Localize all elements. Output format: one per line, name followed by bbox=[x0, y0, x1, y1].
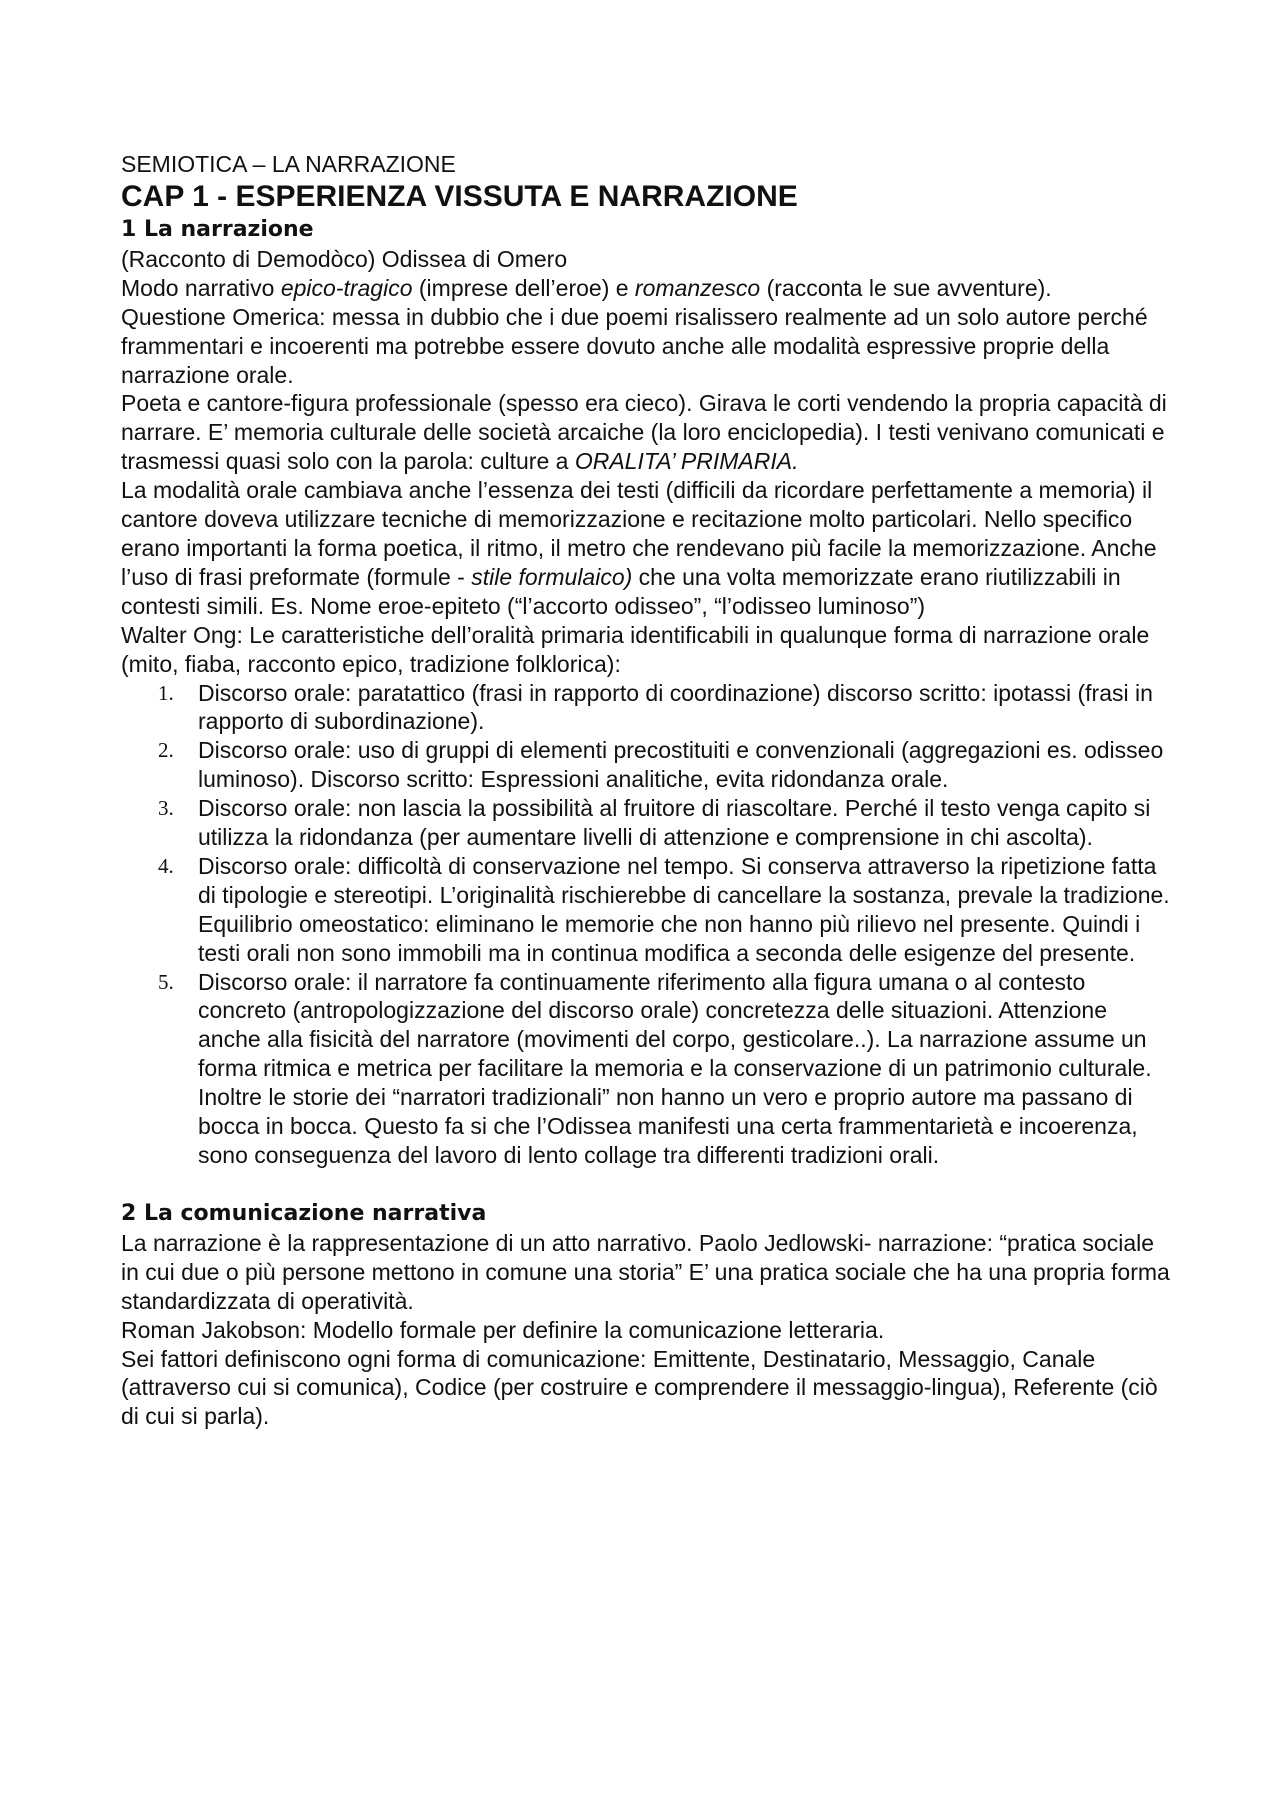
list-item: 1. Discorso orale: paratattico (frasi in rapporto di coordinazione) discorso scritto: ipotassi (frasi in rapporto di subordinazione). bbox=[158, 679, 1153, 735]
document-page bbox=[121, 150, 1171, 1431]
numbered-list bbox=[121, 679, 1171, 1084]
paragraph: Questione Omerica: messa in dubbio che i due poemi risalissero realmente ad un solo autore perché frammentari e incoerenti ma potrebbe essere dovuto anche alle modalità espressive proprie della narrazione orale. bbox=[121, 303, 1148, 388]
section-heading-1: 1 La narrazione bbox=[121, 216, 314, 242]
document-label: SEMIOTICA – LA NARRAZIONE bbox=[121, 151, 456, 177]
paragraph: La narrazione è la rappresentazione di un atto narrativo. Paolo Jedlowski- narrazione: “pratica sociale in cui due o più persone mettono in comune una storia” E’ una pratica sociale che ha una propria forma standardizzata di operatività. bbox=[121, 1229, 1170, 1314]
paragraph: (Racconto di Demodòco) Odissea di Omero bbox=[121, 245, 568, 272]
paragraph: Walter Ong: Le caratteristiche dell’oralità primaria identificabili in qualunque forma di narrazione orale (mito, fiaba, racconto epico, tradizione folklorica): bbox=[121, 621, 1150, 677]
list-item: 3. Discorso orale: non lascia la possibilità al fruitore di riascoltare. Perché il testo venga capito si utilizza la ridondanza (per aumentare livelli di attenzione e comprensione in chi ascolta). bbox=[158, 795, 1151, 851]
section-heading-2: 2 La comunicazione narrativa bbox=[121, 1200, 487, 1226]
indented-paragraph: Inoltre le storie dei “narratori tradizionali” non hanno un vero e proprio autore ma passano di bocca in bocca. Questo fa si che l’Odissea manifesti una certa frammentarietà e incoerenza, sono conseguenza del lavoro di lento collage tra differenti tradizioni orali. bbox=[198, 1084, 1138, 1168]
paragraph: Modo narrativo epico-tragico (imprese dell’eroe) e romanzesco (racconta le sue avventure). bbox=[121, 274, 1052, 301]
paragraph: Roman Jakobson: Modello formale per definire la comunicazione letteraria. bbox=[121, 1316, 885, 1343]
chapter-title: CAP 1 - ESPERIENZA VISSUTA E NARRAZIONE bbox=[121, 179, 798, 213]
list-item: 2. Discorso orale: uso di gruppi di elementi precostituiti e convenzionali (aggregazioni es. odisseo luminoso). Discorso scritto: Espressioni analitiche, evita ridondanza orale. bbox=[158, 737, 1164, 793]
paragraph: Sei fattori definiscono ogni forma di comunicazione: Emittente, Destinatario, Messaggio, Canale (attraverso cui si comunica), Codice (per costruire e comprendere il messaggio-lingua), Referente (ciò di cui si parla). bbox=[121, 1345, 1158, 1430]
paragraph: Poeta e cantore-figura professionale (spesso era cieco). Girava le corti vendendo la propria capacità di narrare. E’ memoria culturale delle società arcaiche (la loro enciclopedia). I testi venivano comunicati e trasmessi quasi solo con la parola: culture a ORALITA’ PRIMARIA. bbox=[121, 390, 1167, 475]
list-item: 5. Discorso orale: il narratore fa continuamente riferimento alla figura umana o al contesto concreto (antropologizzazione del discorso orale) concretezza delle situazioni. Attenzione anche alla fisicità del narratore (movimenti del corpo, gesticolare..). La narrazione assume un forma ritmica e metrica per facilitare la memoria e la conservazione di un patrimonio culturale. bbox=[158, 968, 1152, 1082]
paragraph: La modalità orale cambiava anche l’essenza dei testi (difficili da ricordare perfettamente a memoria) il cantore doveva utilizzare tecniche di memorizzazione e recitazione molto particolari. Nello specifico erano importanti la forma poetica, il ritmo, il metro che rendevano più facile la memorizzazione. Anche l’uso di frasi preformate (formule - stile formulaico) che una volta memorizzate erano riutilizzabili in contesti simili. Es. Nome eroe-epiteto (“l’accorto odisseo”, “l’odisseo luminoso”) bbox=[121, 477, 1157, 619]
list-item: 4. Discorso orale: difficoltà di conservazione nel tempo. Si conserva attraverso la ripetizione fatta di tipologie e stereotipi. L’originalità rischierebbe di cancellare la sostanza, prevale la tradizione. Equilibrio omeostatico: eliminano le memorie che non hanno più rilievo nel presente. Quindi i testi orali non sono immobili ma in continua modifica a seconda delle esigenze del presente. bbox=[158, 852, 1170, 966]
spacer bbox=[121, 1170, 1171, 1199]
